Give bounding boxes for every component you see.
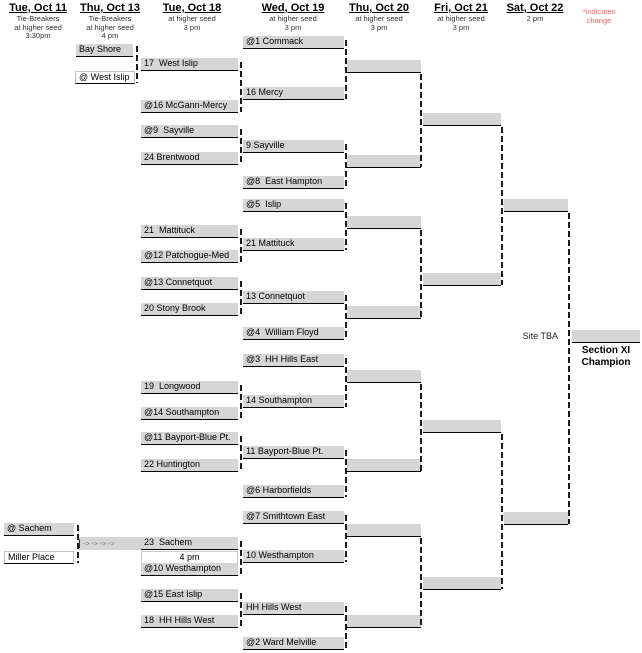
column-header-subtitle: 4 pm <box>101 31 119 40</box>
slot-r2-hh-hills-east: @3 HH Hills East <box>243 354 344 367</box>
slot-r2-ward-melville: @2 Ward Melville <box>243 637 344 650</box>
bracket-connector <box>240 62 242 112</box>
slot-r2-east-hampton: @8 East Hampton <box>243 176 344 189</box>
sf-slot-3 <box>423 420 501 433</box>
slot-r1-sachem: 23 Sachem <box>141 537 238 550</box>
bracket-connector <box>345 144 347 188</box>
slot-r1-mcgann-mercy: @16 McGann-Mercy <box>141 100 238 113</box>
bracket-connector <box>240 541 242 575</box>
column-header-subtitle: 3 pm <box>183 22 201 32</box>
bracket-connector <box>345 358 347 407</box>
bracket-connector <box>345 40 347 99</box>
qf-slot-6 <box>347 459 421 472</box>
slot-r1-patchogue-med: @12 Patchogue-Med <box>141 250 238 263</box>
qf-slot-5 <box>347 370 421 383</box>
bracket-connector <box>345 606 347 649</box>
column-header-subtitle: Tie-Breakers <box>16 14 60 23</box>
slot-r2-smithtown-east: @7 Smithtown East <box>243 511 344 524</box>
change-note <box>560 7 638 25</box>
slot-r1-longwood: 19 Longwood <box>141 381 238 394</box>
column-header-subtitle: at higher seed <box>86 22 134 32</box>
slot-r2-harborfields: @6 Harborfields <box>243 485 344 498</box>
column-header-subtitle: at higher seed <box>437 14 485 23</box>
sf-slot-2 <box>423 273 501 286</box>
final-slot-1 <box>504 199 568 212</box>
column-header-title: Tue, Oct 11 <box>9 2 67 14</box>
bracket-connector <box>420 74 422 167</box>
column-header-subtitle: 3:30pm <box>25 31 51 40</box>
slot-r1-bayport-blue-pt: @11 Bayport-Blue Pt. <box>141 432 238 445</box>
qf-slot-8 <box>347 615 421 628</box>
slot-r2-commack: @1 Commack <box>243 36 344 49</box>
slot-r2-bayport-blue-pt: 11 Bayport-Blue Pt. <box>243 446 344 459</box>
column-header-title: Wed, Oct 19 <box>261 2 325 14</box>
column-header-title: Tue, Oct 18 <box>162 2 222 14</box>
sf-slot-4 <box>423 577 501 590</box>
bracket-connector <box>345 450 347 497</box>
slot-r2-islip: @5 Islip <box>243 199 344 212</box>
slot-r2-sayville: 9 Sayville <box>243 140 344 153</box>
column-header-oct-13 <box>72 2 148 41</box>
column-header-subtitle: 3 pm <box>452 22 470 32</box>
slot-r1-sayville: @9 Sayville <box>141 125 238 138</box>
column-header-subtitle: at higher seed <box>168 14 216 23</box>
bracket-connector <box>240 229 242 262</box>
bracket-connector <box>420 538 422 627</box>
bracket-connector <box>136 46 138 83</box>
tiebreak-advance-strip <box>78 537 141 550</box>
column-header-oct-11 <box>0 2 76 41</box>
column-header-subtitle: Tie-Breakers <box>88 14 132 23</box>
bracket-connector <box>240 129 242 164</box>
slot-r1-connetquot: @13 Connetquot <box>141 277 238 290</box>
bracket-connector <box>240 436 242 471</box>
column-header-oct-19 <box>251 2 335 32</box>
slot-r2-hh-hills-west: HH Hills West <box>243 602 344 615</box>
column-header-oct-21 <box>419 2 503 32</box>
column-header-title: Sat, Oct 22 <box>506 2 564 14</box>
slot-r2-mercy: 16 Mercy <box>243 87 344 100</box>
champion-slot <box>572 330 640 343</box>
bracket-connector <box>420 384 422 471</box>
slot-miller-place: Miller Place <box>4 551 74 564</box>
bracket-connector <box>345 295 347 339</box>
site-tba-label: Site TBA <box>522 331 558 341</box>
slot-r1-stony-brook: 20 Stony Brook <box>141 303 238 316</box>
slot-r1-southampton: @14 Southampton <box>141 407 238 420</box>
sf-slot-1 <box>423 113 501 126</box>
column-header-subtitle: at higher seed <box>14 22 62 32</box>
column-header-oct-20 <box>337 2 421 32</box>
final-slot-2 <box>504 512 568 525</box>
column-header-subtitle: at higher seed <box>355 14 403 23</box>
bracket-connector <box>501 127 503 285</box>
bracket-connector <box>240 385 242 419</box>
qf-slot-4 <box>347 306 421 319</box>
column-header-title: Thu, Oct 20 <box>349 2 409 14</box>
slot-sachem-tiebreak: @ Sachem <box>4 523 74 536</box>
bracket-connector <box>240 281 242 315</box>
column-header-subtitle: 3 pm <box>284 22 302 32</box>
qf-slot-3 <box>347 216 421 229</box>
slot-r1-east-islip: @15 East Islip <box>141 589 238 602</box>
bracket-connector <box>501 434 503 589</box>
qf-slot-2 <box>347 155 421 168</box>
change-note-line: *indicates <box>582 7 616 16</box>
bracket-connector <box>420 230 422 318</box>
bracket-connector <box>345 203 347 250</box>
change-note-line: change <box>586 16 612 25</box>
slot-r2-mattituck: 21 Mattituck <box>243 238 344 251</box>
column-header-title: Fri, Oct 21 <box>434 2 488 14</box>
slot-r2-connetquot: 13 Connetquot <box>243 291 344 304</box>
bracket-connector <box>568 213 570 524</box>
sachem-game-time: 4 pm <box>141 551 238 564</box>
slot-r1-westhampton: @10 Westhampton <box>141 563 238 576</box>
slot-bay-shore: Bay Shore <box>76 44 133 57</box>
champion-label-line: Section XI <box>581 345 631 356</box>
column-header-oct-18 <box>150 2 234 32</box>
qf-slot-1 <box>347 60 421 73</box>
slot-r2-william-floyd: @4 William Floyd <box>243 327 344 340</box>
slot-r2-southampton: 14 Southampton <box>243 395 344 408</box>
slot-r1-west-islip: 17 West Islip <box>141 58 238 71</box>
bracket-connector <box>240 593 242 627</box>
slot-r1-mattituck: 21 Mattituck <box>141 225 238 238</box>
qf-slot-7 <box>347 524 421 537</box>
champion-label-line: Champion <box>581 357 631 368</box>
bracket-connector <box>77 525 79 563</box>
slot-r1-hh-hills-west: 18 HH Hills West <box>141 615 238 628</box>
bracket-connector <box>345 515 347 562</box>
champion-label <box>572 345 640 369</box>
slot-r2-westhampton: 10 Westhampton <box>243 550 344 563</box>
column-header-title: Thu, Oct 13 <box>80 2 140 14</box>
column-header-subtitle: at higher seed <box>269 14 317 23</box>
slot-west-islip-tiebreak: @ West Islip <box>75 71 135 84</box>
slot-r1-huntington: 22 Huntington <box>141 459 238 472</box>
slot-r1-brentwood: 24 Brentwood <box>141 152 238 165</box>
column-header-subtitle: 3 pm <box>370 22 388 32</box>
advance-arrows-icon: -> -> -> -> <box>83 541 115 548</box>
column-header-subtitle: 2 pm <box>526 14 544 23</box>
